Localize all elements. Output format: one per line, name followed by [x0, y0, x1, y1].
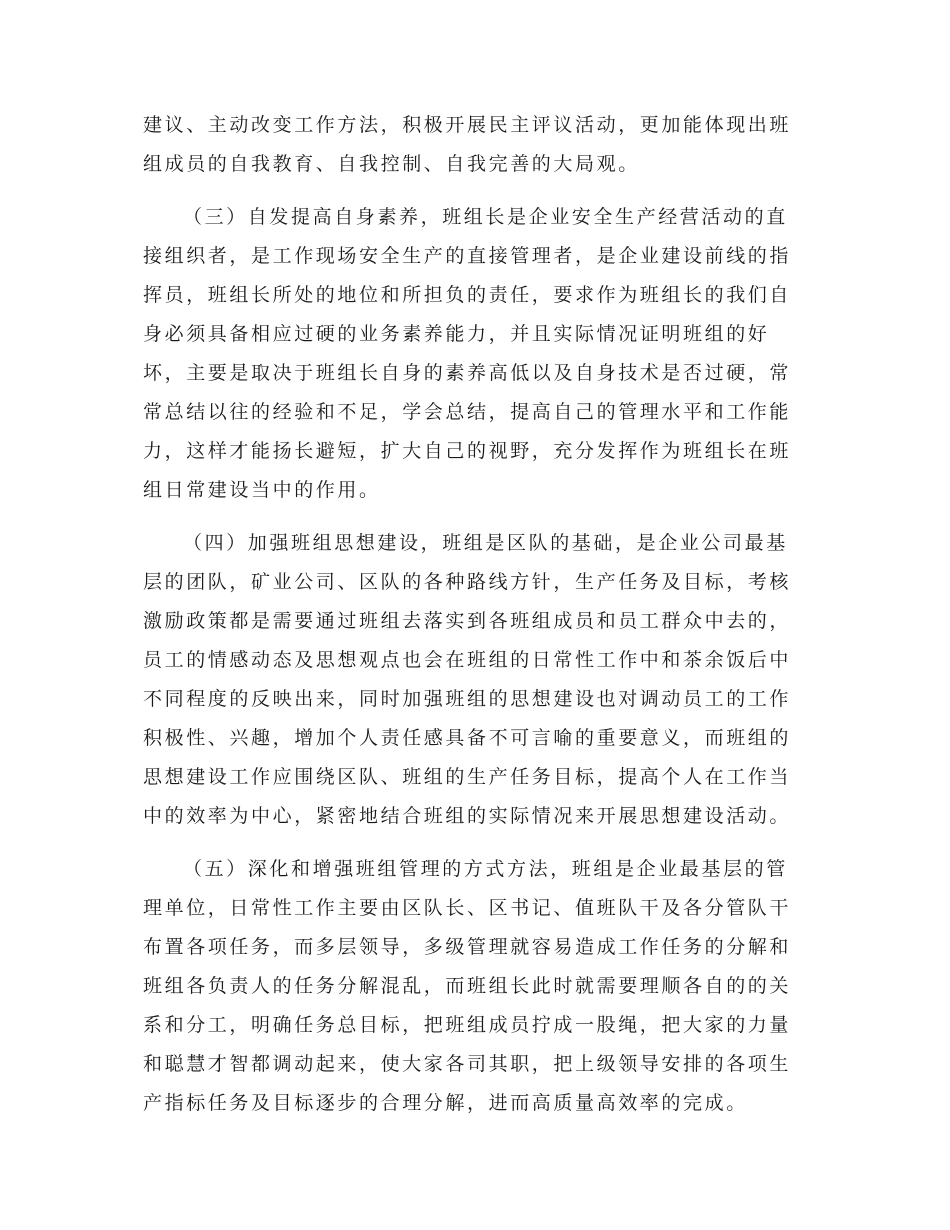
text-line: 组成员的自我教育、自我控制、自我完善的大局观。: [143, 153, 640, 175]
text-line: 员工的情感动态及思想观点也会在班组的日常性工作中和茶余饭后中: [143, 649, 792, 671]
text-line: 不同程度的反映出来，同时加强班组的思想建设也对调动员工的工作: [143, 688, 792, 710]
text-line: 班组各负责人的任务分解混乱，而班组长此时就需要理顺各自的的关: [143, 975, 792, 997]
text-line: 和聪慧才智都调动起来，使大家各司其职，把上级领导安排的各项生: [143, 1053, 792, 1075]
text-line: 挥员，班组长所处的地位和所担负的责任，要求作为班组长的我们自: [143, 284, 792, 306]
text-line: 激励政策都是需要通过班组去落实到各班组成员和员工群众中去的，: [143, 610, 792, 632]
paragraph-continuation: [143, 106, 808, 184]
text-line: 力，这样才能扬长避短，扩大自己的视野，充分发挥作为班组长在班: [143, 440, 792, 462]
text-line: 中的效率为中心，紧密地结合班组的实际情况来开展思想建设活动。: [143, 805, 792, 827]
text-line: 思想建设工作应围绕区队、班组的生产任务目标，提高个人在工作当: [143, 766, 792, 788]
text-line: （五）深化和增强班组管理的方式方法，班组是企业最基层的管: [183, 858, 788, 880]
text-line: 坏，主要是取决于班组长自身的素养高低以及自身技术是否过硬，常: [143, 362, 792, 384]
text-line: （四）加强班组思想建设，班组是区队的基础，是企业公司最基: [183, 532, 788, 554]
text-line: 产指标任务及目标逐步的合理分解，进而高质量高效率的完成。: [143, 1092, 748, 1114]
paragraph-section-3: [143, 198, 808, 510]
text-line: 系和分工，明确任务总目标，把班组成员拧成一股绳，把大家的力量: [143, 1014, 792, 1036]
paragraph-section-4: [143, 524, 808, 836]
document-body: [143, 106, 808, 1137]
text-line: 积极性、兴趣，增加个人责任感具备不可言喻的重要意义，而班组的: [143, 727, 792, 749]
paragraph-section-5: [143, 850, 808, 1123]
text-line: 组日常建设当中的作用。: [143, 479, 381, 501]
text-line: 身必须具备相应过硬的业务素养能力，并且实际情况证明班组的好: [143, 323, 770, 345]
text-line: 理单位，日常性工作主要由区队长、区书记、值班队干及各分管队干: [143, 897, 792, 919]
text-line: 接组织者，是工作现场安全生产的直接管理者，是企业建设前线的指: [143, 245, 792, 267]
text-line: 布置各项任务，而多层领导，多级管理就容易造成工作任务的分解和: [143, 936, 792, 958]
text-line: （三）自发提高自身素养，班组长是企业安全生产经营活动的直: [183, 206, 788, 228]
text-line: 建议、主动改变工作方法，积极开展民主评议活动，更加能体现出班: [143, 114, 792, 136]
text-line: 层的团队，矿业公司、区队的各种路线方针，生产任务及目标，考核: [143, 571, 792, 593]
text-line: 常总结以往的经验和不足，学会总结，提高自己的管理水平和工作能: [143, 401, 792, 423]
